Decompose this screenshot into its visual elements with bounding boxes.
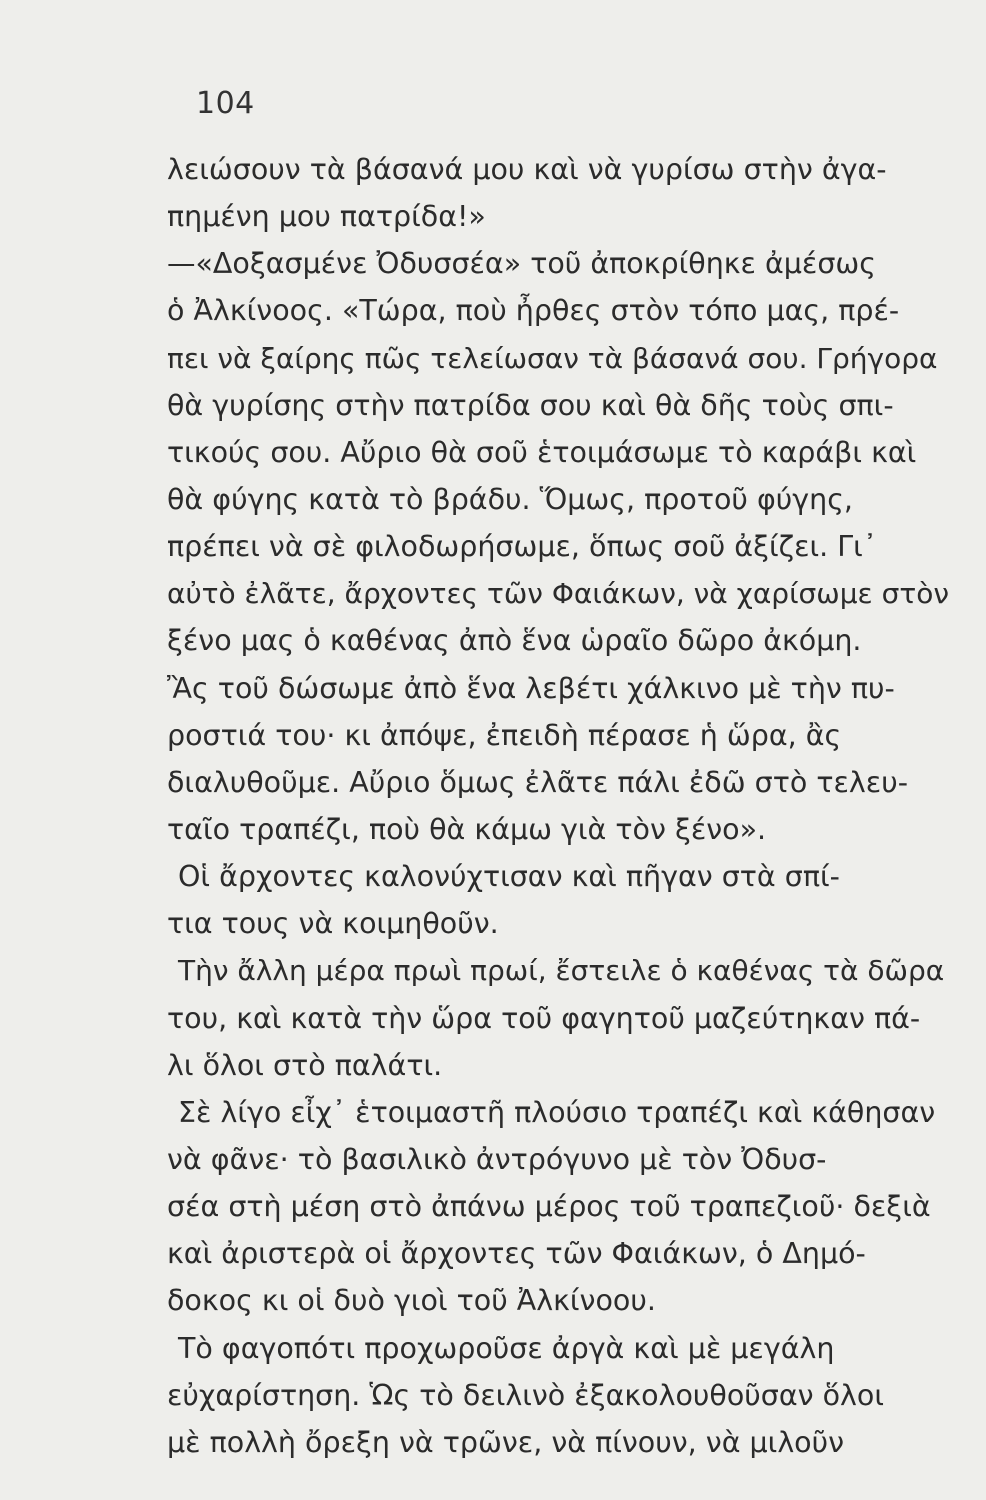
text-line: διαλυθοῦμε. Αὔριο ὅμως ἐλᾶτε πάλι ἐδῶ στὸ τελευ- xyxy=(167,766,908,799)
page-number: 104 xyxy=(196,86,255,121)
text-line: καὶ ἀριστερὰ οἱ ἄρχοντες τῶν Φαιάκων, ὁ Δημό- xyxy=(167,1237,866,1270)
text-line: λι ὅλοι στὸ παλάτι. xyxy=(167,1049,443,1082)
text-line: αὐτὸ ἐλᾶτε, ἄρχοντες τῶν Φαιάκων, νὰ χαρίσωμε στὸν xyxy=(167,577,949,610)
text-line: δοκος κι οἱ δυὸ γιοὶ τοῦ Ἀλκίνοου. xyxy=(167,1284,656,1317)
text-line: ροστιά του· κι ἀπόψε, ἐπειδὴ πέρασε ἡ ὥρα, ἂς xyxy=(167,719,842,752)
text-line: πει νὰ ξαίρης πῶς τελείωσαν τὰ βάσανά σου. Γρήγορα xyxy=(167,342,938,375)
text-line: Σὲ λίγο εἶχ᾽ ἑτοιμαστῆ πλούσιο τραπέζι καὶ κάθησαν xyxy=(178,1096,936,1129)
text-line: τια τους νὰ κοιμηθοῦν. xyxy=(167,907,499,940)
text-line: Ἂς τοῦ δώσωμε ἀπὸ ἕνα λεβέτι χάλκινο μὲ τὴν πυ- xyxy=(167,672,895,705)
text-line: πημένη μου πατρίδα!» xyxy=(167,200,486,233)
text-line: λειώσουν τὰ βάσανά μου καὶ νὰ γυρίσω στὴν ἀγα- xyxy=(167,153,887,186)
text-line: ξένο μας ὁ καθένας ἀπὸ ἕνα ὡραῖο δῶρο ἀκόμη. xyxy=(167,624,862,657)
text-line: σέα στὴ μέση στὸ ἀπάνω μέρος τοῦ τραπεζιοῦ· δεξιὰ xyxy=(167,1190,931,1223)
text-line: του, καὶ κατὰ τὴν ὥρα τοῦ φαγητοῦ μαζεύτηκαν πά- xyxy=(167,1002,921,1035)
text-line: ὁ Ἀλκίνοος. «Τώρα, ποὺ ἦρθες στὸν τόπο μας, πρέ- xyxy=(167,294,900,327)
text-line: θὰ φύγης κατὰ τὸ βράδυ. Ὅμως, προτοῦ φύγης, xyxy=(167,483,853,516)
text-line: —«Δοξασμένε Ὀδυσσέα» τοῦ ἀποκρίθηκε ἀμέσως xyxy=(167,247,876,280)
text-line: ταῖο τραπέζι, ποὺ θὰ κάμω γιὰ τὸν ξένο». xyxy=(167,813,767,846)
text-line: τικούς σου. Αὔριο θὰ σοῦ ἑτοιμάσωμε τὸ καράβι καὶ xyxy=(167,436,917,469)
text-line: εὐχαρίστηση. Ὡς τὸ δειλινὸ ἐξακολουθοῦσαν ὅλοι xyxy=(167,1379,884,1412)
text-line: μὲ πολλὴ ὄρεξη νὰ τρῶνε, νὰ πίνουν, νὰ μιλοῦν xyxy=(167,1426,845,1459)
text-line: Οἱ ἄρχοντες καλονύχτισαν καὶ πῆγαν στὰ σπί- xyxy=(178,860,840,893)
text-line: πρέπει νὰ σὲ φιλοδωρήσωμε, ὅπως σοῦ ἀξίζει. Γι᾽ xyxy=(167,530,878,563)
text-line: θὰ γυρίσης στὴν πατρίδα σου καὶ θὰ δῆς τοὺς σπι- xyxy=(167,389,894,422)
text-line: Τὴν ἄλλη μέρα πρωὶ πρωί, ἔστειλε ὁ καθένας τὰ δῶρα xyxy=(178,954,945,987)
text-line: Τὸ φαγοπότι προχωροῦσε ἀργὰ καὶ μὲ μεγάλη xyxy=(178,1332,835,1365)
text-line: νὰ φᾶνε· τὸ βασιλικὸ ἀντρόγυνο μὲ τὸν Ὀδυσ- xyxy=(167,1143,827,1176)
